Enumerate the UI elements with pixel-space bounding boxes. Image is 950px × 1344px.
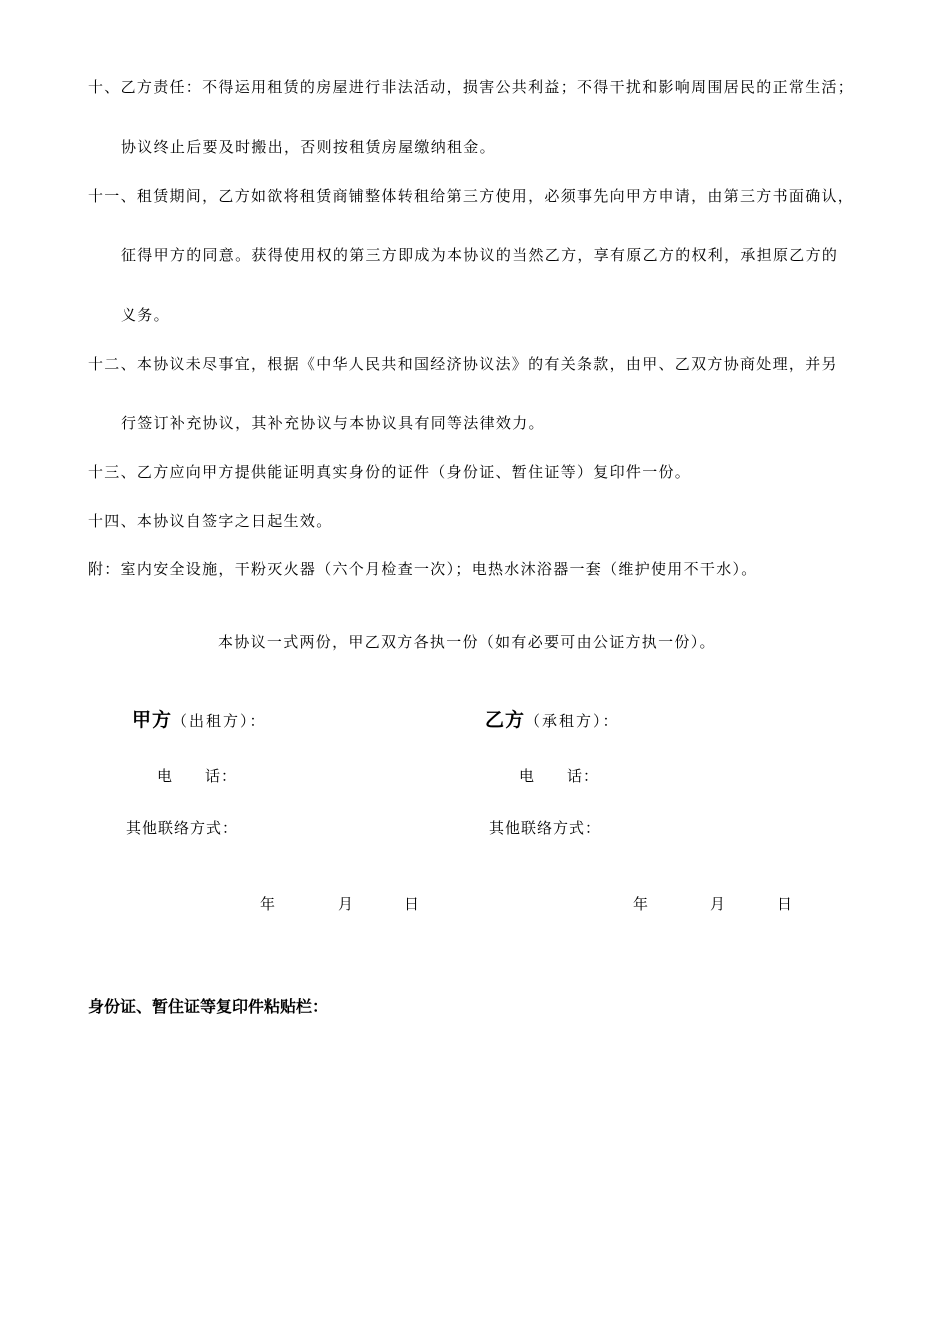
clause-14: 十四、本协议自签字之日起生效。	[88, 512, 333, 530]
party-b-phone-label: 电 话：	[519, 767, 600, 785]
clause-10-line-1: 十、乙方责任：不得运用租赁的房屋进行非法活动，损害公共利益；不得干扰和影响周围居民的正常生活；	[88, 78, 855, 96]
copies-statement: 本协议一式两份，甲乙双方各执一份（如有必要可由公证方执一份）。	[218, 633, 716, 651]
party-a-name: 甲方	[132, 709, 173, 731]
party-b-date-day: 日	[777, 895, 793, 913]
id-copy-paste-area	[88, 1030, 868, 1310]
clause-12-line-1: 十二、本协议未尽事宜，根据《中华人民共和国经济协议法》的有关条款，由甲、乙双方协商处理，并另	[88, 355, 838, 373]
party-b-other-contact-label: 其他联络方式：	[489, 819, 602, 837]
party-b-heading	[485, 708, 620, 733]
party-b-date-year: 年	[633, 895, 649, 913]
attachment-note: 附：室内安全设施，干粉灭火器（六个月检查一次）；电热水沐浴器一套（维护使用不干水）。	[88, 560, 758, 578]
party-a-date-month: 月	[338, 895, 354, 913]
clause-11-line-2: 征得甲方的同意。获得使用权的第三方即成为本协议的当然乙方，享有原乙方的权利，承担原乙方的	[121, 246, 839, 264]
party-a-phone-label: 电 话：	[157, 767, 238, 785]
clause-11-line-3: 义务。	[121, 306, 170, 324]
party-a-date-day: 日	[404, 895, 420, 913]
clause-12-line-2: 行签订补充协议，其补充协议与本协议具有同等法律效力。	[121, 414, 545, 432]
party-b-date-month: 月	[710, 895, 726, 913]
clause-13: 十三、乙方应向甲方提供能证明真实身份的证件（身份证、暂住证等）复印件一份。	[88, 463, 692, 481]
clause-11-line-1: 十一、租赁期间，乙方如欲将租赁商铺整体转租给第三方使用，必须事先向甲方申请，由第三方书面确认，	[88, 187, 855, 205]
party-a-date-year: 年	[260, 895, 276, 913]
id-copy-paste-title: 身份证、暂住证等复印件粘贴栏：	[88, 997, 329, 1016]
party-b-name: 乙方	[485, 709, 526, 731]
party-b-role: （承租方）：	[525, 712, 620, 730]
party-a-other-contact-label: 其他联络方式：	[126, 819, 239, 837]
party-a-heading	[132, 708, 267, 733]
clause-10-line-2: 协议终止后要及时搬出，否则按租赁房屋缴纳租金。	[121, 138, 496, 156]
party-a-role: （出租方）：	[172, 712, 267, 730]
